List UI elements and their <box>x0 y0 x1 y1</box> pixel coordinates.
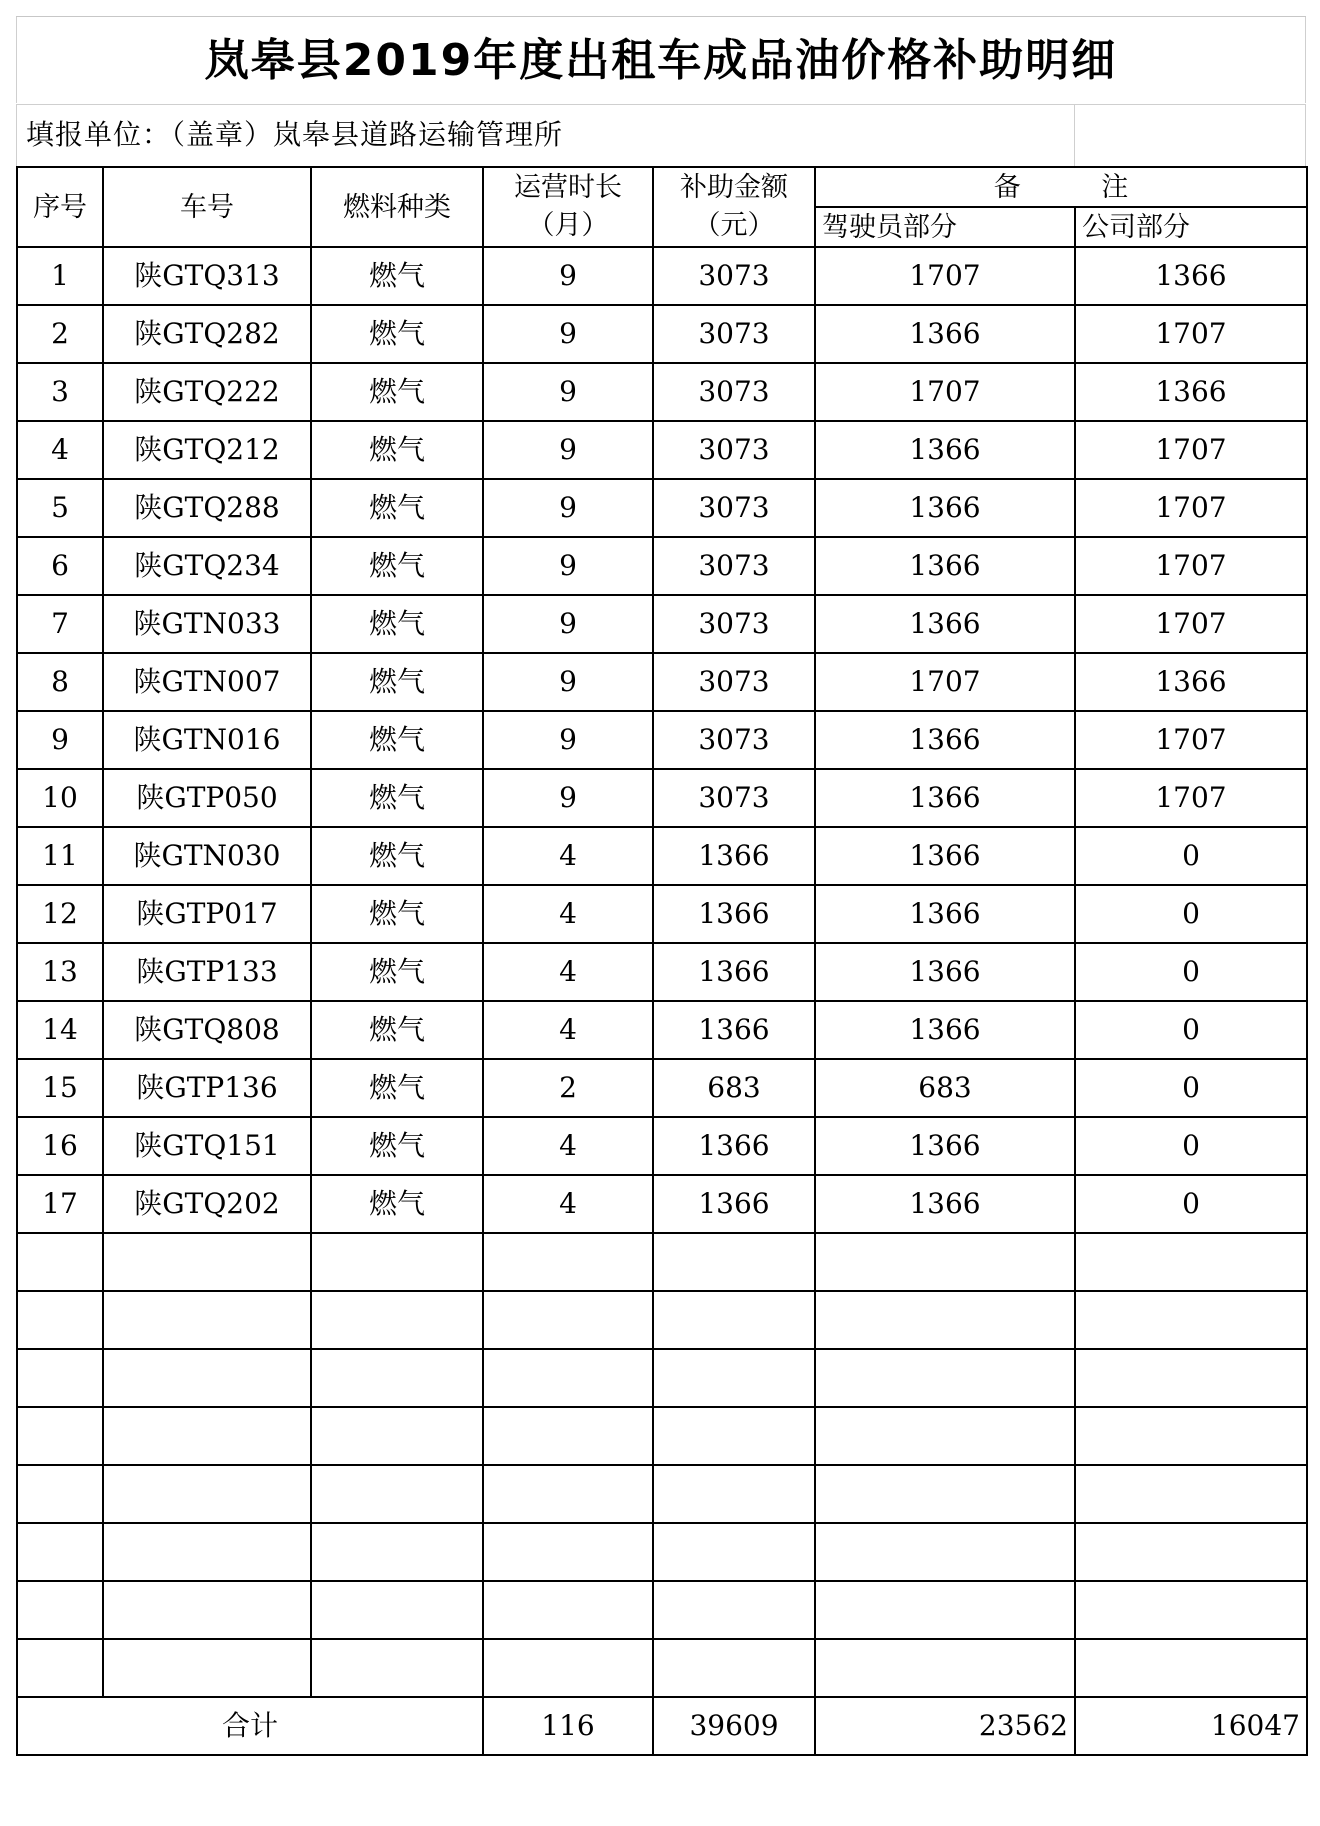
plate-prefix: 陕 <box>133 839 162 872</box>
cell-months <box>483 1291 653 1349</box>
cell-months: 9 <box>483 537 653 595</box>
cell-plate <box>103 653 311 711</box>
cell-fuel: 燃气 <box>311 479 483 537</box>
gridline <box>1305 104 1306 166</box>
cell-amount: 1366 <box>653 1175 815 1233</box>
cell-months: 4 <box>483 1001 653 1059</box>
table-row <box>17 305 1307 363</box>
table-row <box>17 363 1307 421</box>
plate-number: GTP136 <box>164 1071 278 1104</box>
cell-seq <box>17 1407 103 1465</box>
cell-months: 4 <box>483 1117 653 1175</box>
cell-amount: 3073 <box>653 711 815 769</box>
cell-plate <box>103 1349 311 1407</box>
cell-company: 0 <box>1075 1001 1307 1059</box>
cell-fuel: 燃气 <box>311 653 483 711</box>
table-row <box>17 943 1307 1001</box>
cell-plate <box>103 943 311 1001</box>
cell-plate <box>103 1465 311 1523</box>
table-row <box>17 1117 1307 1175</box>
plate-number: GTQ282 <box>162 317 280 350</box>
header-row <box>17 167 1307 207</box>
cell-amount: 1366 <box>653 1001 815 1059</box>
cell-fuel: 燃气 <box>311 769 483 827</box>
cell-company: 1366 <box>1075 247 1307 305</box>
cell-amount: 683 <box>653 1059 815 1117</box>
cell-plate <box>103 363 311 421</box>
cell-plate <box>103 537 311 595</box>
cell-plate <box>103 1291 311 1349</box>
cell-plate <box>103 769 311 827</box>
cell-company: 1707 <box>1075 421 1307 479</box>
cell-fuel: 燃气 <box>311 827 483 885</box>
cell-fuel <box>311 1407 483 1465</box>
cell-fuel: 燃气 <box>311 1059 483 1117</box>
table-row <box>17 479 1307 537</box>
cell-amount: 1366 <box>653 827 815 885</box>
plate-prefix: 陕 <box>136 781 165 814</box>
cell-amount: 3073 <box>653 363 815 421</box>
cell-driver: 1707 <box>815 653 1075 711</box>
cell-seq: 4 <box>17 421 103 479</box>
cell-seq <box>17 1465 103 1523</box>
cell-months: 9 <box>483 653 653 711</box>
cell-months <box>483 1523 653 1581</box>
plate-prefix: 陕 <box>134 1013 163 1046</box>
cell-driver <box>815 1465 1075 1523</box>
cell-months <box>483 1407 653 1465</box>
cell-seq: 7 <box>17 595 103 653</box>
cell-company <box>1075 1581 1307 1639</box>
cell-amount: 1366 <box>653 885 815 943</box>
plate-number: GTP133 <box>164 955 278 988</box>
cell-fuel: 燃气 <box>311 943 483 1001</box>
cell-amount <box>653 1349 815 1407</box>
table-row <box>17 537 1307 595</box>
cell-seq: 5 <box>17 479 103 537</box>
plate-number: GTQ808 <box>162 1013 280 1046</box>
page-title: 岚皋县2019年度出租车成品油价格补助明细 <box>204 35 1118 86</box>
cell-amount: 1366 <box>653 943 815 1001</box>
cell-fuel <box>311 1639 483 1697</box>
table-row <box>17 1407 1307 1465</box>
cell-plate <box>103 1175 311 1233</box>
table-row <box>17 1349 1307 1407</box>
table-row <box>17 1639 1307 1697</box>
cell-driver <box>815 1349 1075 1407</box>
plate-prefix: 陕 <box>136 897 165 930</box>
table-row <box>17 247 1307 305</box>
plate-prefix: 陕 <box>134 1187 163 1220</box>
cell-months: 9 <box>483 769 653 827</box>
header-months-line2: （月） <box>527 210 609 241</box>
cell-driver: 1707 <box>815 247 1075 305</box>
cell-driver: 1366 <box>815 1001 1075 1059</box>
header-amount-line2: （元） <box>693 210 775 241</box>
cell-amount: 3073 <box>653 479 815 537</box>
plate-number: GTQ151 <box>162 1129 280 1162</box>
cell-company <box>1075 1523 1307 1581</box>
table-row <box>17 1059 1307 1117</box>
header-plate: 车号 <box>103 167 311 247</box>
table-row <box>17 711 1307 769</box>
cell-amount: 1366 <box>653 1117 815 1175</box>
cell-seq: 1 <box>17 247 103 305</box>
cell-fuel: 燃气 <box>311 1001 483 1059</box>
header-remarks <box>815 167 1307 207</box>
cell-amount: 3073 <box>653 247 815 305</box>
cell-driver: 683 <box>815 1059 1075 1117</box>
cell-months <box>483 1233 653 1291</box>
cell-amount: 3073 <box>653 305 815 363</box>
plate-prefix: 陕 <box>134 1129 163 1162</box>
cell-driver: 1366 <box>815 479 1075 537</box>
cell-months: 9 <box>483 479 653 537</box>
table-row <box>17 1523 1307 1581</box>
cell-fuel: 燃气 <box>311 595 483 653</box>
cell-months: 9 <box>483 711 653 769</box>
totals-row <box>17 1697 1307 1755</box>
cell-plate <box>103 1233 311 1291</box>
header-remarks-label: 备 注 <box>993 171 1165 203</box>
cell-company: 1707 <box>1075 479 1307 537</box>
cell-plate <box>103 1581 311 1639</box>
cell-fuel <box>311 1581 483 1639</box>
plate-prefix: 陕 <box>134 375 163 408</box>
cell-driver <box>815 1581 1075 1639</box>
cell-seq: 12 <box>17 885 103 943</box>
cell-driver <box>815 1233 1075 1291</box>
cell-driver: 1366 <box>815 885 1075 943</box>
title-band <box>16 16 1306 103</box>
cell-plate <box>103 595 311 653</box>
header-seq: 序号 <box>17 167 103 247</box>
cell-seq: 14 <box>17 1001 103 1059</box>
cell-plate <box>103 305 311 363</box>
cell-fuel: 燃气 <box>311 305 483 363</box>
filling-unit-label: 填报单位：（盖章）岚皋县道路运输管理所 <box>26 118 564 151</box>
table-row <box>17 1001 1307 1059</box>
cell-company: 0 <box>1075 885 1307 943</box>
plate-prefix: 陕 <box>133 723 162 756</box>
cell-company <box>1075 1291 1307 1349</box>
plate-prefix: 陕 <box>133 607 162 640</box>
plate-number: GTQ234 <box>162 549 280 582</box>
cell-plate <box>103 421 311 479</box>
cell-amount <box>653 1581 815 1639</box>
cell-seq <box>17 1233 103 1291</box>
cell-amount: 3073 <box>653 595 815 653</box>
cell-driver: 1366 <box>815 943 1075 1001</box>
cell-plate <box>103 711 311 769</box>
header-amount-line1: 补助金额 <box>680 172 788 203</box>
cell-amount: 3073 <box>653 653 815 711</box>
table-row <box>17 885 1307 943</box>
cell-seq <box>17 1523 103 1581</box>
cell-fuel: 燃气 <box>311 247 483 305</box>
cell-months: 4 <box>483 943 653 1001</box>
cell-months <box>483 1349 653 1407</box>
totals-label: 合计 <box>17 1697 483 1755</box>
cell-months: 2 <box>483 1059 653 1117</box>
cell-fuel: 燃气 <box>311 711 483 769</box>
cell-seq: 17 <box>17 1175 103 1233</box>
plate-number: GTQ288 <box>162 491 280 524</box>
cell-amount: 3073 <box>653 769 815 827</box>
table-row <box>17 827 1307 885</box>
totals-company: 16047 <box>1075 1697 1307 1755</box>
cell-months: 4 <box>483 827 653 885</box>
cell-driver: 1366 <box>815 421 1075 479</box>
cell-amount <box>653 1523 815 1581</box>
plate-prefix: 陕 <box>136 1071 165 1104</box>
cell-company: 0 <box>1075 1117 1307 1175</box>
cell-company: 0 <box>1075 1059 1307 1117</box>
plate-number: GTN016 <box>161 723 281 756</box>
plate-number: GTP050 <box>164 781 278 814</box>
cell-plate <box>103 885 311 943</box>
cell-amount <box>653 1291 815 1349</box>
cell-company <box>1075 1639 1307 1697</box>
table-row <box>17 1233 1307 1291</box>
cell-seq: 16 <box>17 1117 103 1175</box>
cell-seq <box>17 1639 103 1697</box>
cell-seq: 10 <box>17 769 103 827</box>
cell-months: 9 <box>483 247 653 305</box>
cell-months <box>483 1581 653 1639</box>
cell-company <box>1075 1465 1307 1523</box>
cell-plate <box>103 1523 311 1581</box>
cell-company: 1707 <box>1075 305 1307 363</box>
cell-plate <box>103 479 311 537</box>
gridline <box>16 104 17 166</box>
gridline <box>16 17 17 103</box>
cell-plate <box>103 1407 311 1465</box>
cell-fuel <box>311 1349 483 1407</box>
cell-seq: 11 <box>17 827 103 885</box>
plate-prefix: 陕 <box>134 259 163 292</box>
cell-plate <box>103 1001 311 1059</box>
cell-company: 0 <box>1075 943 1307 1001</box>
table-row <box>17 1175 1307 1233</box>
table-row <box>17 653 1307 711</box>
plate-prefix: 陕 <box>133 665 162 698</box>
cell-amount: 3073 <box>653 537 815 595</box>
plate-prefix: 陕 <box>136 955 165 988</box>
gridline <box>1305 17 1306 103</box>
cell-fuel: 燃气 <box>311 885 483 943</box>
cell-driver: 1366 <box>815 769 1075 827</box>
cell-driver: 1707 <box>815 363 1075 421</box>
table-row <box>17 421 1307 479</box>
cell-seq: 13 <box>17 943 103 1001</box>
gridline <box>1074 104 1075 166</box>
cell-amount: 3073 <box>653 421 815 479</box>
header-fuel: 燃料种类 <box>311 167 483 247</box>
plate-number: GTN007 <box>161 665 281 698</box>
cell-amount <box>653 1407 815 1465</box>
header-amount <box>653 167 815 247</box>
table-row <box>17 769 1307 827</box>
cell-amount <box>653 1233 815 1291</box>
cell-months: 9 <box>483 595 653 653</box>
header-driver: 驾驶员部分 <box>815 207 1075 247</box>
plate-prefix: 陕 <box>134 317 163 350</box>
cell-seq: 6 <box>17 537 103 595</box>
header-months-line1: 运营时长 <box>514 172 622 203</box>
cell-plate <box>103 827 311 885</box>
cell-fuel <box>311 1291 483 1349</box>
cell-seq: 15 <box>17 1059 103 1117</box>
cell-company <box>1075 1233 1307 1291</box>
plate-number: GTQ212 <box>162 433 280 466</box>
cell-driver <box>815 1639 1075 1697</box>
plate-prefix: 陕 <box>134 433 163 466</box>
cell-months: 4 <box>483 885 653 943</box>
plate-number: GTN033 <box>161 607 281 640</box>
cell-fuel <box>311 1523 483 1581</box>
header-company: 公司部分 <box>1075 207 1307 247</box>
cell-amount <box>653 1465 815 1523</box>
table-row <box>17 1581 1307 1639</box>
cell-company: 1366 <box>1075 363 1307 421</box>
cell-company: 1707 <box>1075 769 1307 827</box>
cell-seq: 8 <box>17 653 103 711</box>
cell-months: 4 <box>483 1175 653 1233</box>
cell-driver: 1366 <box>815 595 1075 653</box>
cell-plate <box>103 1059 311 1117</box>
cell-plate <box>103 1639 311 1697</box>
cell-company: 1366 <box>1075 653 1307 711</box>
cell-fuel: 燃气 <box>311 1175 483 1233</box>
cell-company: 1707 <box>1075 595 1307 653</box>
cell-seq: 2 <box>17 305 103 363</box>
totals-amount: 39609 <box>653 1697 815 1755</box>
cell-driver: 1366 <box>815 711 1075 769</box>
table-row <box>17 595 1307 653</box>
cell-company: 0 <box>1075 827 1307 885</box>
cell-months: 9 <box>483 421 653 479</box>
cell-plate <box>103 247 311 305</box>
cell-fuel: 燃气 <box>311 421 483 479</box>
cell-driver: 1366 <box>815 827 1075 885</box>
cell-driver: 1366 <box>815 305 1075 363</box>
filler-row <box>16 104 1306 166</box>
cell-seq <box>17 1581 103 1639</box>
cell-months <box>483 1465 653 1523</box>
cell-company: 1707 <box>1075 711 1307 769</box>
cell-driver: 1366 <box>815 1117 1075 1175</box>
cell-seq <box>17 1349 103 1407</box>
gridline <box>16 104 1306 105</box>
cell-fuel <box>311 1233 483 1291</box>
plate-prefix: 陕 <box>134 491 163 524</box>
plate-number: GTP017 <box>164 897 278 930</box>
cell-amount <box>653 1639 815 1697</box>
subsidy-table <box>16 166 1308 1756</box>
cell-driver <box>815 1523 1075 1581</box>
cell-driver: 1366 <box>815 537 1075 595</box>
cell-driver <box>815 1407 1075 1465</box>
cell-driver <box>815 1291 1075 1349</box>
header-months <box>483 167 653 247</box>
plate-prefix: 陕 <box>134 549 163 582</box>
totals-months: 116 <box>483 1697 653 1755</box>
cell-fuel <box>311 1465 483 1523</box>
plate-number: GTQ202 <box>162 1187 280 1220</box>
cell-plate <box>103 1117 311 1175</box>
cell-months: 9 <box>483 363 653 421</box>
plate-number: GTQ222 <box>162 375 280 408</box>
cell-seq <box>17 1291 103 1349</box>
plate-number: GTN030 <box>161 839 281 872</box>
cell-fuel: 燃气 <box>311 363 483 421</box>
cell-seq: 3 <box>17 363 103 421</box>
plate-number: GTQ313 <box>162 259 280 292</box>
totals-driver: 23562 <box>815 1697 1075 1755</box>
cell-company <box>1075 1407 1307 1465</box>
cell-driver: 1366 <box>815 1175 1075 1233</box>
cell-months <box>483 1639 653 1697</box>
cell-fuel: 燃气 <box>311 537 483 595</box>
cell-company: 0 <box>1075 1175 1307 1233</box>
cell-months: 9 <box>483 305 653 363</box>
cell-company: 1707 <box>1075 537 1307 595</box>
cell-seq: 9 <box>17 711 103 769</box>
cell-company <box>1075 1349 1307 1407</box>
cell-fuel: 燃气 <box>311 1117 483 1175</box>
table-row <box>17 1465 1307 1523</box>
table-row <box>17 1291 1307 1349</box>
